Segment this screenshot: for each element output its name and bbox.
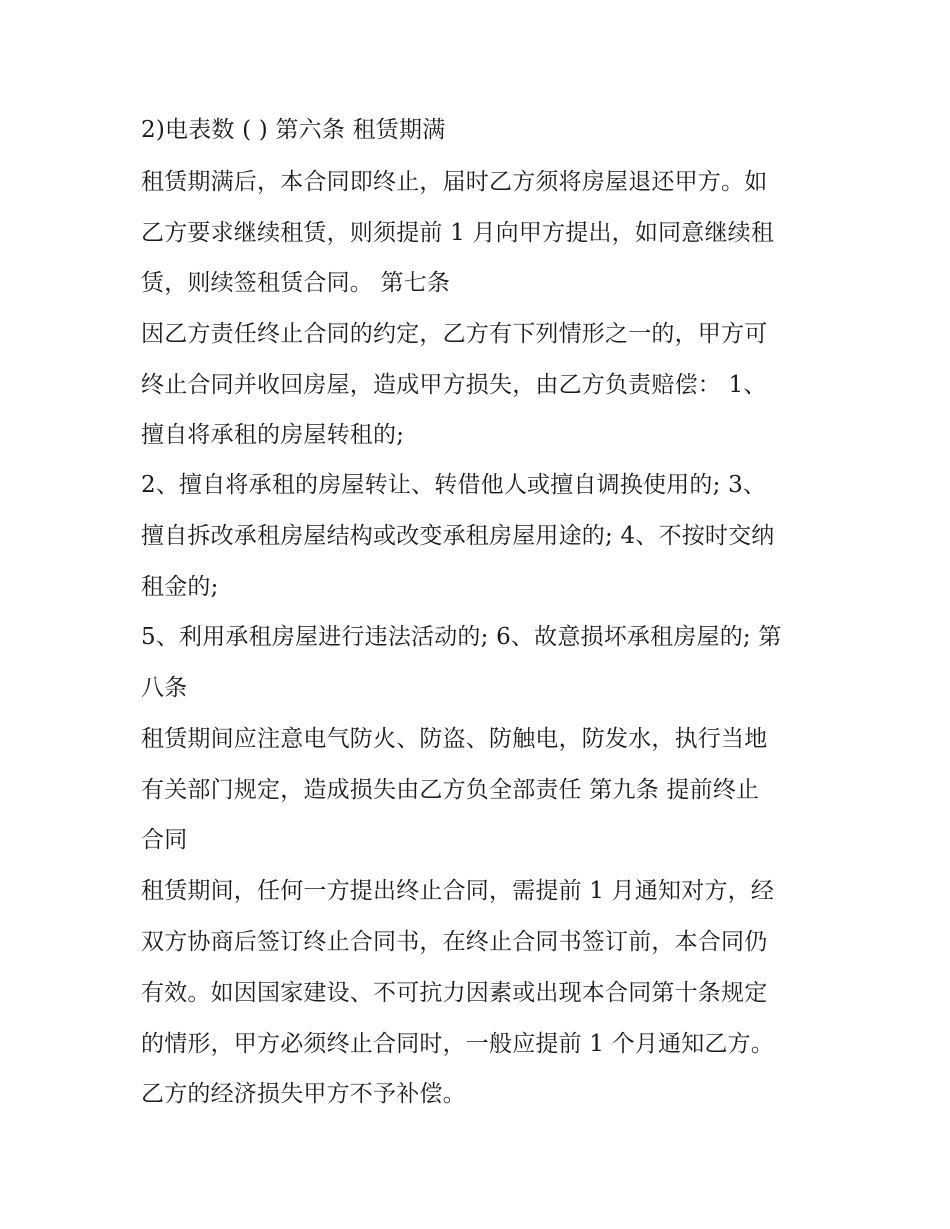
text-line: 双方协商后签订终止合同书，在终止合同书签订前，本合同仍 <box>141 929 768 955</box>
text-line: 5、利用承租房屋进行违法活动的; 6、故意损坏承租房屋的; 第 <box>141 624 782 650</box>
text-line: 八条 <box>141 675 188 701</box>
text-line: 终止合同并收回房屋，造成甲方损失，由乙方负责赔偿： 1、 <box>141 372 767 398</box>
text-line: 赁，则续签租赁合同。 第七条 <box>141 270 451 296</box>
text-line: 乙方的经济损失甲方不予补偿。 <box>141 1081 466 1107</box>
text-line: 的情形，甲方必须终止合同时，一般应提前 1 个月通知乙方。 <box>141 1031 775 1057</box>
text-line: 租金的; <box>141 574 219 600</box>
text-line: 乙方要求继续租赁，则须提前 1 月向甲方提出，如同意继续租 <box>141 220 775 246</box>
text-line: 租赁期间，任何一方提出终止合同，需提前 1 月通知对方，经 <box>141 878 775 904</box>
text-line: 擅自将承租的房屋转租的; <box>141 422 405 448</box>
text-line: 有关部门规定，造成损失由乙方负全部责任 第九条 提前终止 <box>141 777 760 803</box>
text-line: 2)电表数 ( ) 第六条 租赁期满 <box>141 117 446 143</box>
text-line: 擅自拆改承租房屋结构或改变承租房屋用途的; 4、不按时交纳 <box>141 523 775 549</box>
text-line: 租赁期满后，本合同即终止，届时乙方须将房屋退还甲方。如 <box>141 169 768 195</box>
text-line: 2、擅自将承租的房屋转让、转借他人或擅自调换使用的; 3、 <box>141 472 767 498</box>
text-line: 合同 <box>141 827 188 853</box>
text-line: 有效。如因国家建设、不可抗力因素或出现本合同第十条规定 <box>141 980 768 1006</box>
text-line: 租赁期间应注意电气防火、防盗、防触电，防发水，执行当地 <box>141 726 768 752</box>
text-line: 因乙方责任终止合同的约定，乙方有下列情形之一的，甲方可 <box>141 321 768 347</box>
